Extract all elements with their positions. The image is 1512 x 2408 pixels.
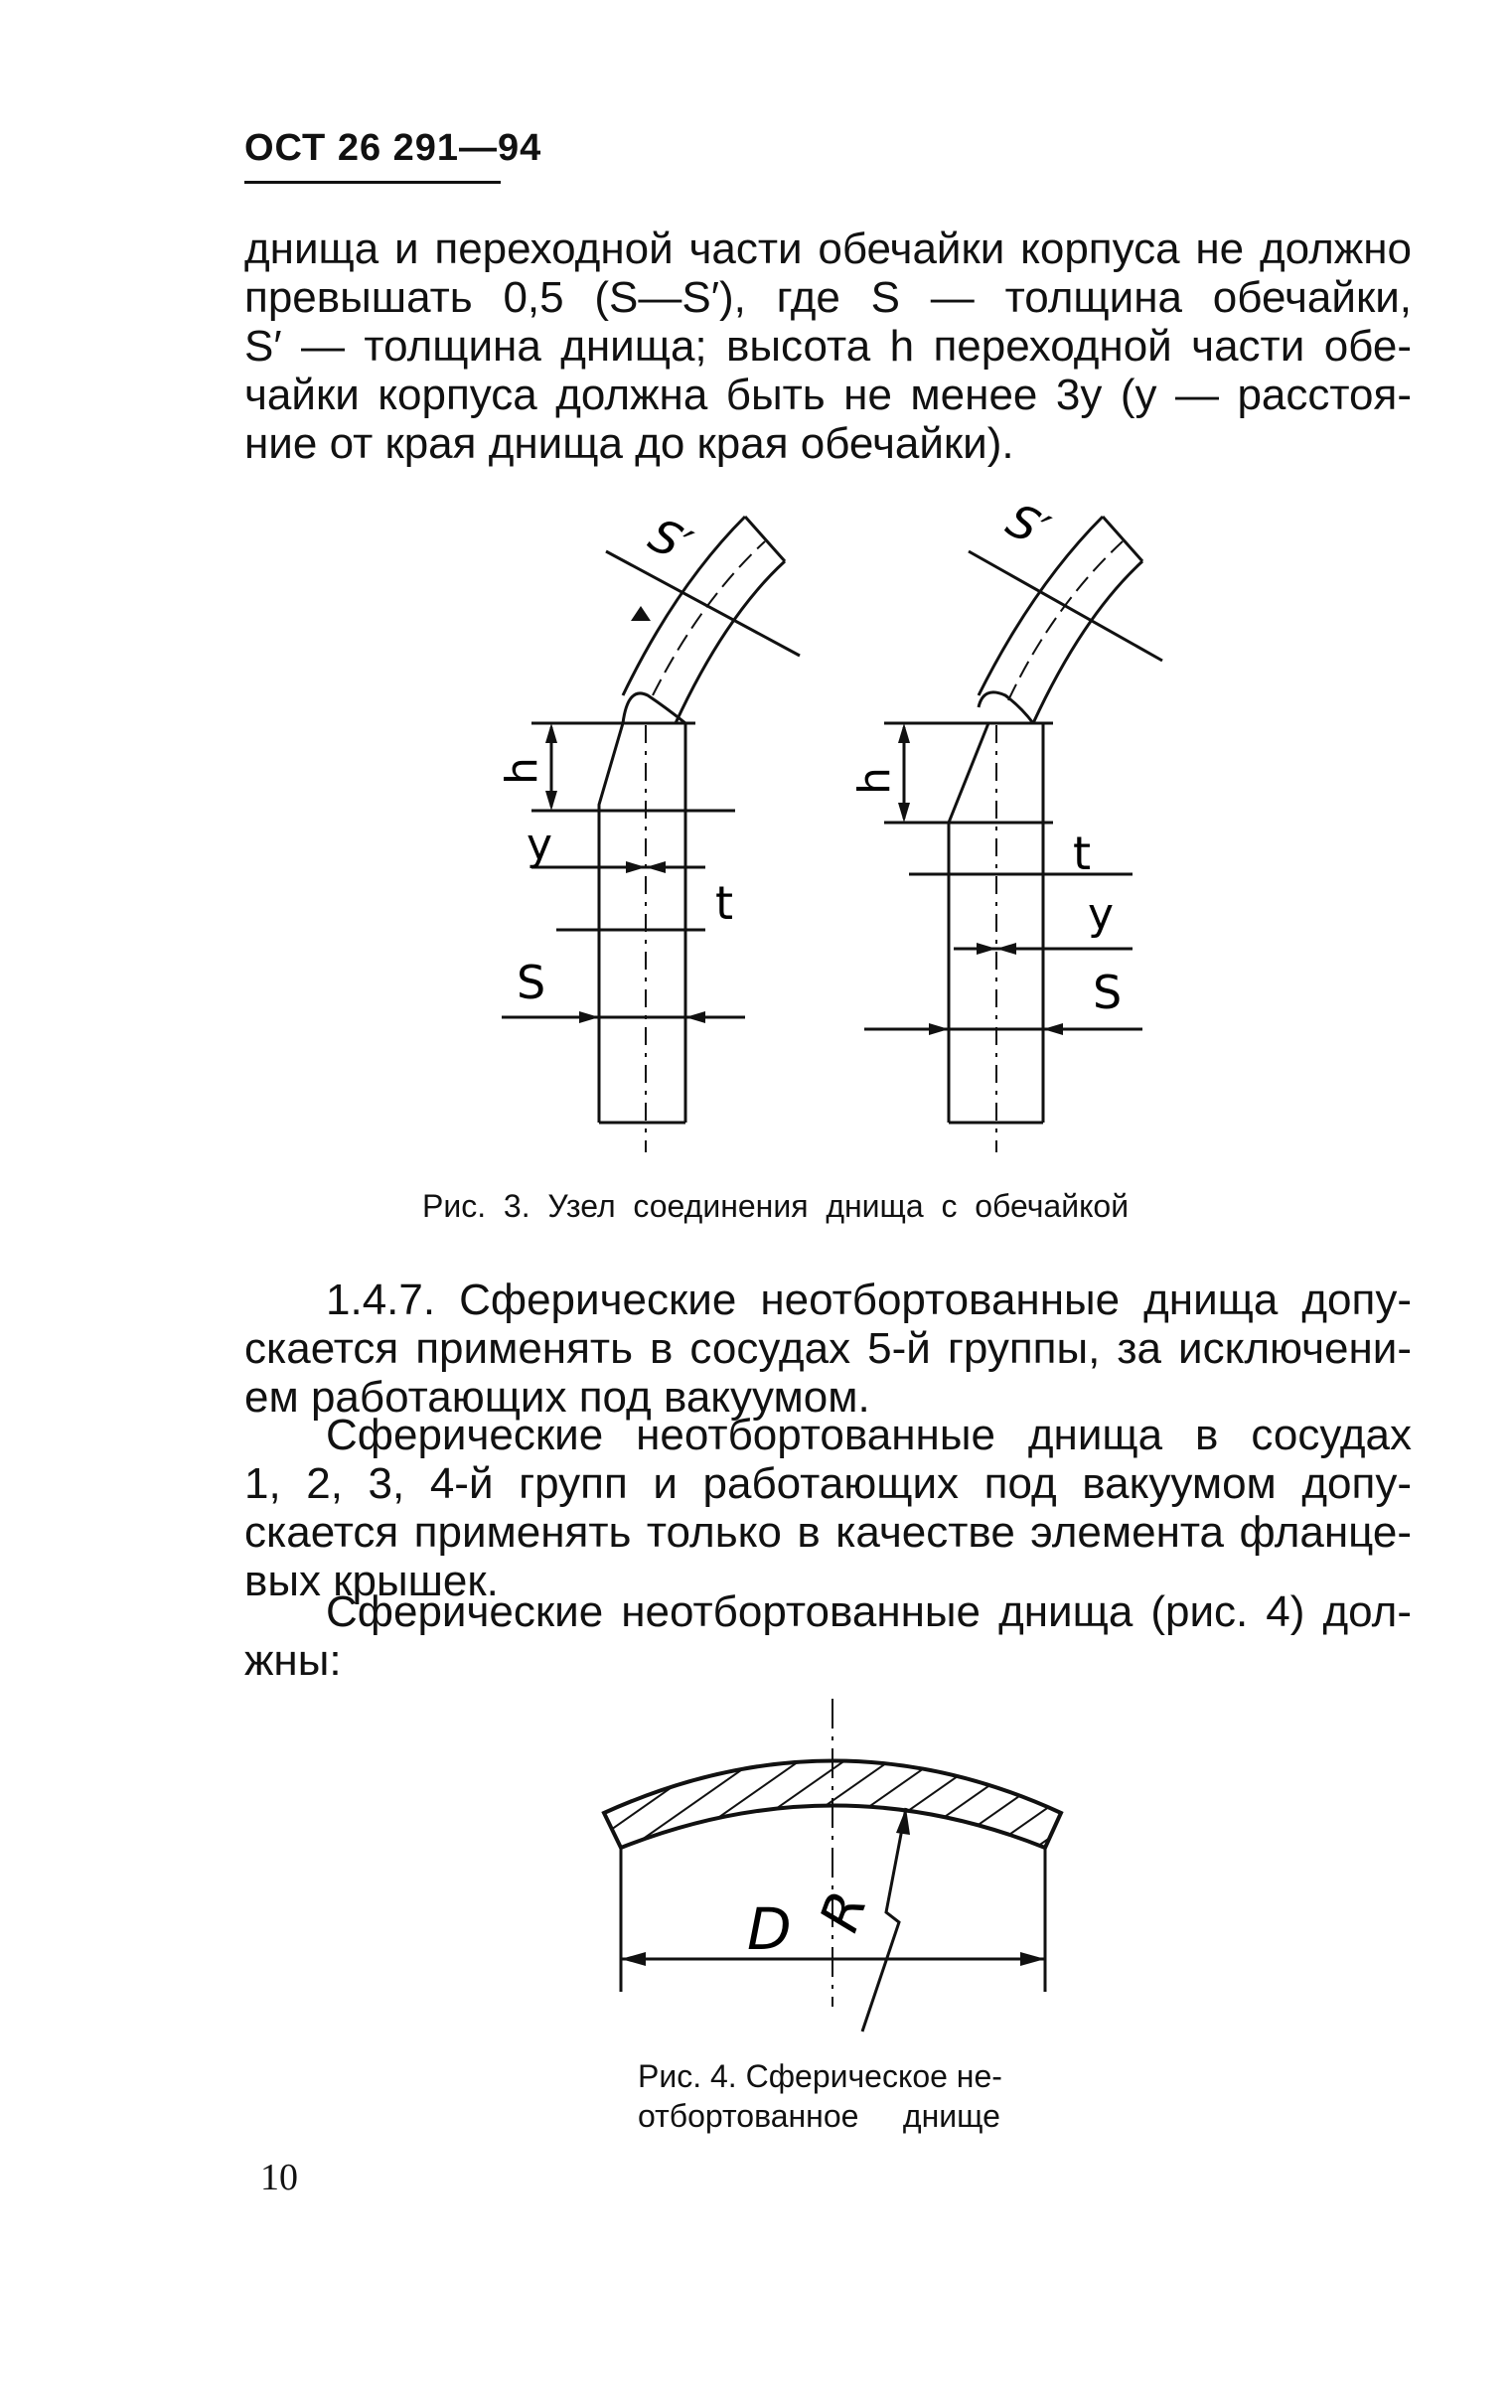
fig4-intro (244, 1636, 1412, 1685)
label-s-right: S (1093, 966, 1123, 1019)
label-t-left: t (715, 876, 734, 930)
label-y-left: y (527, 820, 553, 870)
section-147-continuation (244, 1324, 1412, 1422)
text-line: скается применять в сосудах 5-й группы, за исключени- (244, 1324, 1412, 1373)
text-line: ем работающих под вакуумом. (244, 1373, 870, 1422)
figure-4-caption (638, 2056, 1002, 2136)
text-line: вых крышек. (244, 1557, 499, 1605)
fig4-intro-first (326, 1587, 1412, 1636)
label-h-right: h (849, 767, 900, 795)
text-line: Сферические неотбортованные днища (рис. 4) дол- (326, 1587, 1412, 1636)
head-curve-right (979, 517, 1142, 723)
label-s-left: S (517, 956, 546, 1009)
label-t-right: t (1073, 827, 1092, 880)
text-line: S′ — толщина днища; высота h переходной части обе- (244, 322, 1412, 371)
figure-3-drawing (0, 0, 1512, 1172)
sprime-leader-left (606, 551, 800, 656)
caption-line: отбортованное днище (638, 2098, 1000, 2134)
head-end-right (1103, 517, 1142, 561)
text-line: 1.4.7. Сферические неотбортованные днища допу- (326, 1276, 1412, 1324)
weld-right (979, 692, 1033, 723)
text-line: днища и переходной части обечайки корпуса не должно (244, 225, 1412, 273)
groups-paragraph (244, 1459, 1412, 1605)
text-line: 1, 2, 3, 4-й групп и работающих под вакуумом допу- (244, 1459, 1412, 1508)
figure-3-caption: Рис. 3. Узел соединения днища с обечайкой (422, 1188, 1130, 1224)
page-number: 10 (260, 2157, 298, 2198)
label-h-left: h (497, 757, 547, 785)
section-147-paragraph (326, 1276, 1412, 1324)
label-r: R (808, 1882, 880, 1940)
head-centerline-right (1008, 541, 1123, 700)
label-y-right: y (1088, 889, 1115, 940)
label-sprime-left: S′ (641, 508, 700, 573)
sprime-leader-right (969, 551, 1162, 661)
figure-4-drawing (0, 1689, 1512, 2086)
text-line: скается применять только в качестве элемента фланце- (244, 1508, 1412, 1557)
text-line: Сферические неотбортованные днища в сосудах (326, 1411, 1412, 1459)
groups-paragraph-first (326, 1411, 1412, 1459)
label-sprime-right: S′ (998, 493, 1058, 558)
document-code: ОСТ 26 291—94 (244, 127, 542, 169)
label-d: D (747, 1895, 792, 1963)
text-line: ние от края днища до края обечайки). (244, 419, 1014, 468)
caption-line: Рис. 4. Сферическое не- (638, 2058, 1002, 2094)
text-line: превышать 0,5 (S—S′), где S — толщина обечайки, (244, 273, 1412, 322)
text-line: чайки корпуса должна быть не менее 3y (y — расстоя- (244, 371, 1412, 419)
shell-wall-left (599, 723, 685, 1123)
text-line: жны: (244, 1636, 342, 1685)
